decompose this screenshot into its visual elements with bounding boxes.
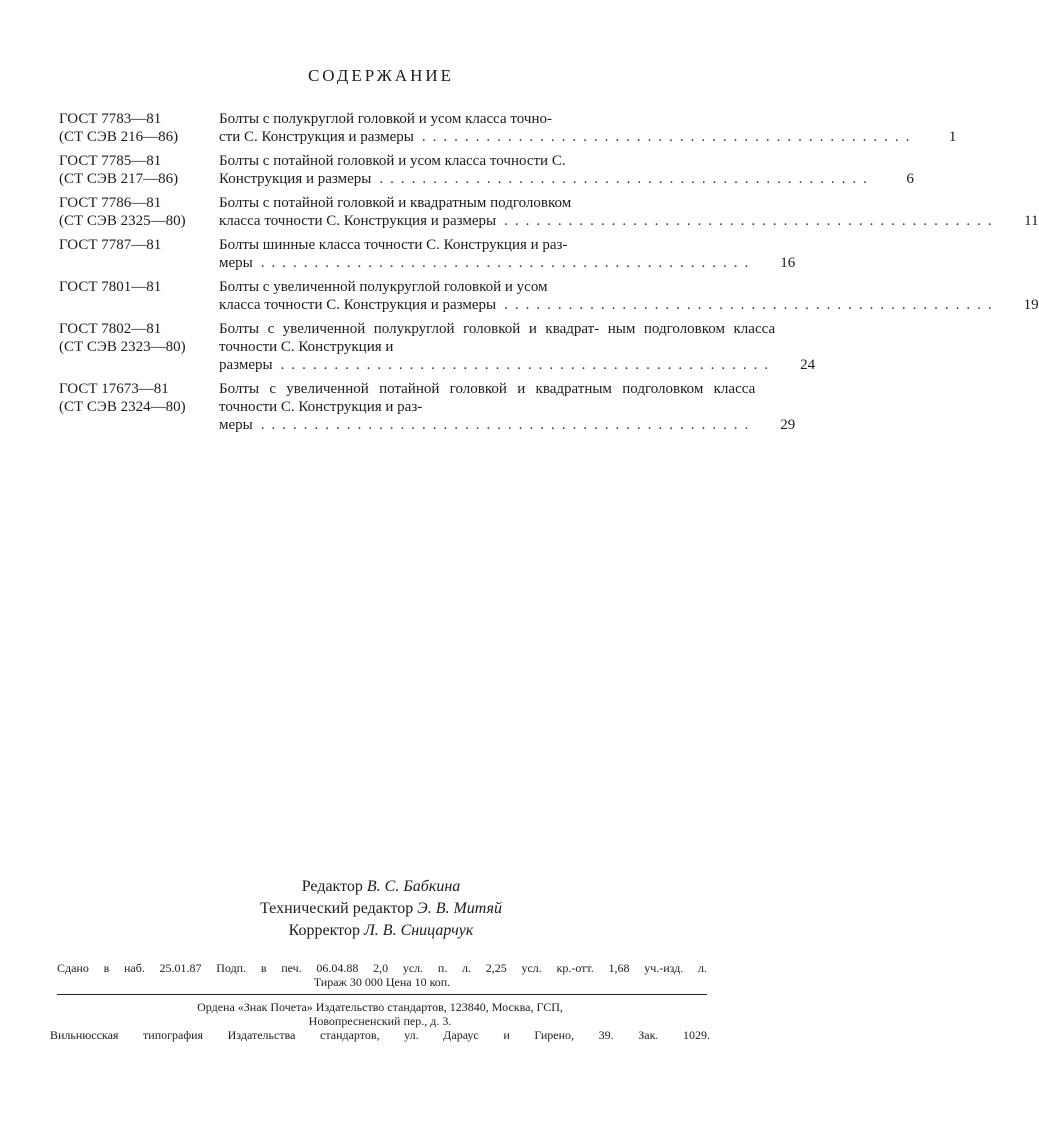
credit-editor: Редактор В. С. Бабкина bbox=[301, 878, 461, 895]
standard-code: ГОСТ 7783—81 (СТ СЭВ 216—86) bbox=[59, 111, 179, 145]
dot-leader: .............................................. bbox=[280, 357, 776, 373]
standard-code: ГОСТ 7786—81 (СТ СЭВ 2325—80) bbox=[59, 195, 186, 229]
toc-entry[interactable]: ГОСТ 7802—81 (СТ СЭВ 2323—80) Болты с увеличенной полукруглой головкой и квадрат- ным подголовком класса точности С. Конструкция и размеры .............................................. 24 bbox=[59, 321, 816, 373]
page-number: 11 bbox=[1024, 213, 1039, 229]
entry-description: Болты с увеличенной потайной головкой и квадратным подголовком класса точности С. Конструкция и раз- bbox=[219, 381, 756, 415]
credit-proofreader: Корректор Л. В. Сницарчук bbox=[288, 922, 474, 939]
dot-leader: .............................................. bbox=[260, 255, 756, 271]
toc-entry[interactable]: ГОСТ 7783—81 (СТ СЭВ 216—86) Болты с полукруглой головкой и усом класса точно- сти С. Конструкция и размеры .............................................. 1 bbox=[59, 111, 957, 145]
page-number: 24 bbox=[800, 357, 816, 373]
divider bbox=[57, 994, 707, 995]
page-number: 29 bbox=[780, 417, 796, 433]
entry-description: Болты шинные класса точности С. Конструкция и раз- bbox=[219, 237, 568, 253]
toc-entry[interactable]: ГОСТ 7801—81 Болты с увеличенной полукруглой головкой и усом класса точности С. Конструкция и размеры .............................................. 19 bbox=[59, 279, 1039, 313]
standard-code: ГОСТ 7785—81 (СТ СЭВ 217—86) bbox=[59, 153, 179, 187]
entry-description: Болты с увеличенной полукруглой головкой и квадрат- ным подголовком класса точности С. Конструкция и bbox=[219, 321, 776, 355]
page-number: 6 bbox=[906, 171, 914, 187]
credit-technical-editor: Технический редактор Э. В. Митяй bbox=[260, 900, 502, 917]
page-number: 16 bbox=[780, 255, 796, 271]
contents-title: СОДЕРЖАНИЕ bbox=[307, 66, 455, 85]
table-of-contents bbox=[59, 110, 1039, 440]
standard-code: ГОСТ 7802—81 (СТ СЭВ 2323—80) bbox=[59, 321, 186, 355]
entry-description: Болты с потайной головкой и усом класса точности С. bbox=[219, 153, 566, 169]
dot-leader: .............................................. bbox=[260, 417, 756, 433]
toc-entry[interactable]: ГОСТ 7786—81 (СТ СЭВ 2325—80) Болты с потайной головкой и квадратным подголовком класса точности С. Конструкция и размеры .............................................. 11 bbox=[59, 195, 1039, 229]
entry-description: Болты с увеличенной полукруглой головкой и усом bbox=[219, 279, 548, 295]
page-number: 1 bbox=[948, 129, 957, 145]
print-details: Сдано в наб. 25.01.87 Подп. в печ. 06.04.88 2,0 усл. п. л. 2,25 усл. кр.-отт. 1,68 уч.-изд. л. Тираж 30 000 Цена 10 коп. bbox=[57, 961, 707, 989]
dot-leader: .............................................. bbox=[504, 297, 999, 313]
entry-description: Болты с потайной головкой и квадратным подголовком bbox=[219, 195, 572, 211]
dot-leader: .............................................. bbox=[379, 171, 874, 187]
standard-code: ГОСТ 7787—81 bbox=[59, 237, 162, 253]
dot-leader: .............................................. bbox=[421, 129, 917, 145]
standard-code: ГОСТ 17673—81 (СТ СЭВ 2324—80) bbox=[59, 381, 186, 415]
publisher-imprint: Ордена «Знак Почета» Издательство стандартов, 123840, Москва, ГСП, Новопресненский пер., д. 3. Вильнюсская типография Издательства стандартов, ул. Дараус и Гирено, 39. Зак. 1029. bbox=[50, 1000, 710, 1042]
toc-entry[interactable]: ГОСТ 17673—81 (СТ СЭВ 2324—80) Болты с увеличенной потайной головкой и квадратным подголовком класса точности С. Конструкция и раз- меры .............................................. 29 bbox=[59, 381, 796, 433]
standard-code: ГОСТ 7801—81 bbox=[59, 279, 162, 295]
toc-entry[interactable]: ГОСТ 7785—81 (СТ СЭВ 217—86) Болты с потайной головкой и усом класса точности С. Конструкция и размеры .............................................. 6 bbox=[59, 153, 914, 187]
editorial-credits bbox=[0, 876, 762, 942]
entry-description: Болты с полукруглой головкой и усом класса точно- bbox=[219, 111, 552, 127]
page-number: 19 bbox=[1023, 297, 1039, 313]
toc-entry[interactable]: ГОСТ 7787—81 Болты шинные класса точности С. Конструкция и раз- меры .............................................. 16 bbox=[59, 237, 796, 271]
dot-leader: .............................................. bbox=[504, 213, 999, 229]
